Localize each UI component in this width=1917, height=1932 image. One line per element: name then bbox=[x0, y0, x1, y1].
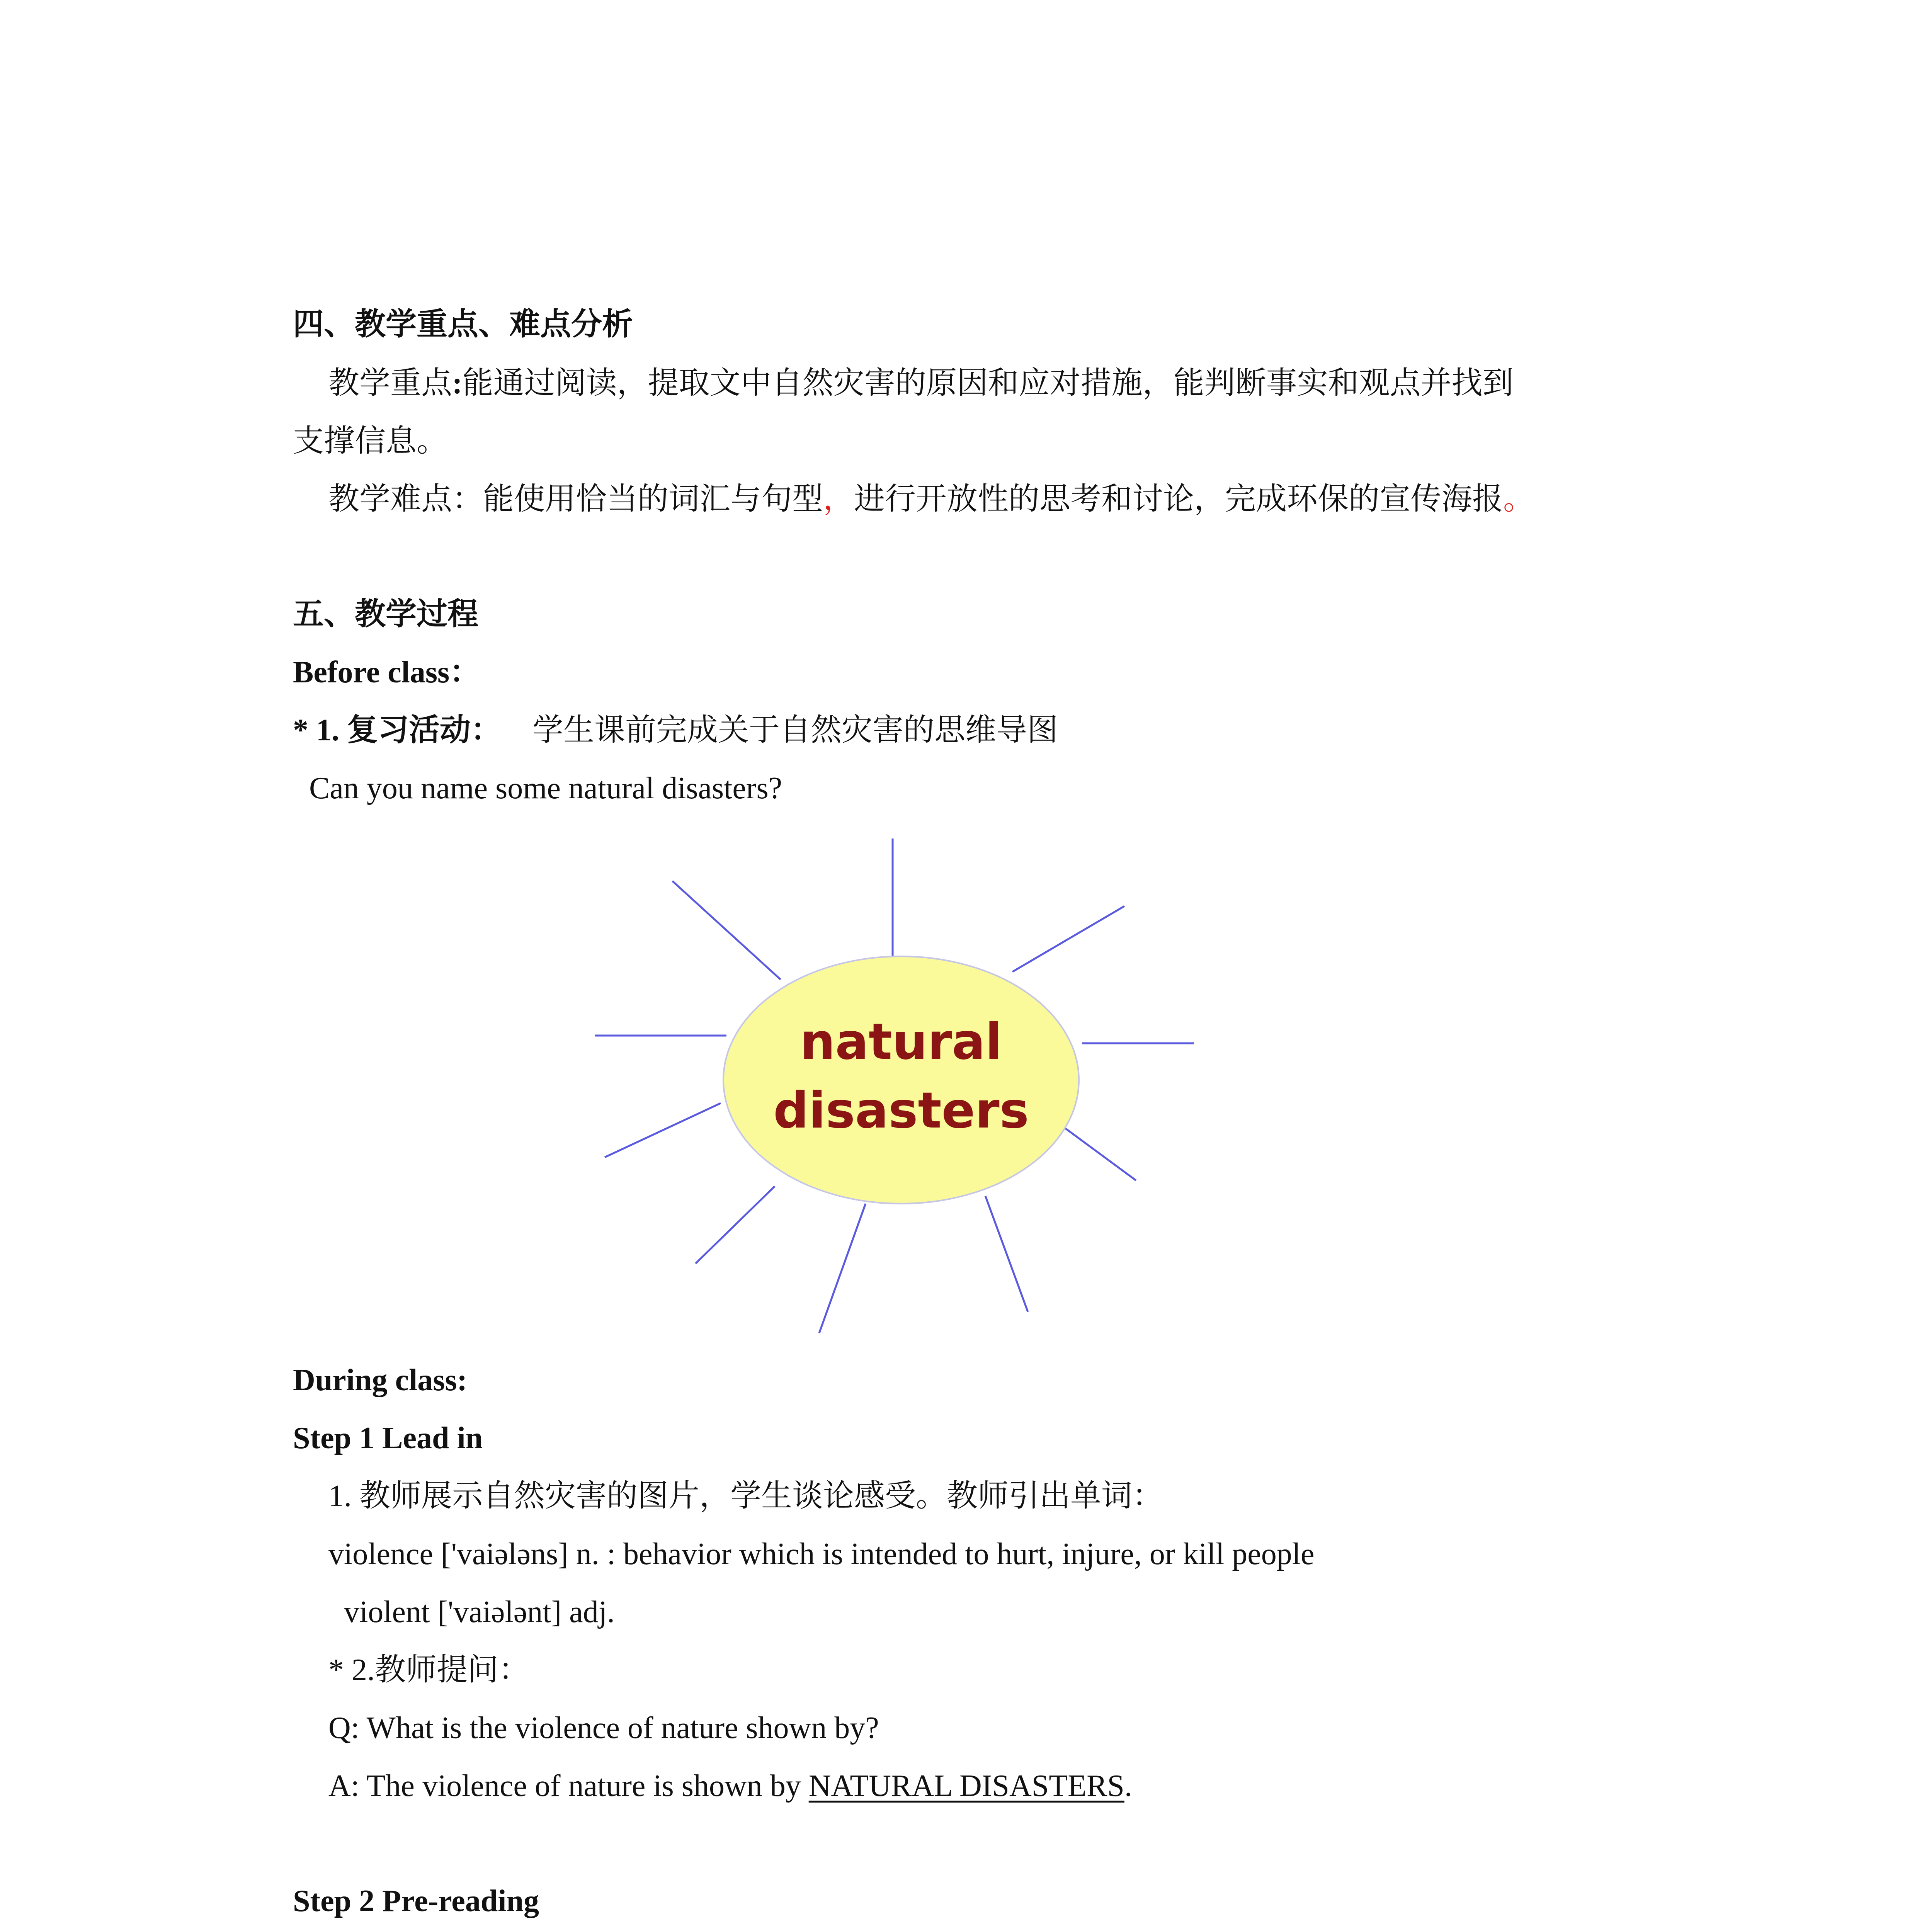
key-points-text: 能通过阅读，提取文中自然灾害的原因和应对措施，能判断事实和观点并找到 bbox=[462, 366, 1514, 400]
key-points-label: 教学重点 bbox=[328, 366, 452, 400]
answer-suffix: . bbox=[1124, 1769, 1132, 1803]
difficult-end: 。 bbox=[1503, 482, 1534, 516]
answer-underlined: NATURAL DISASTERS bbox=[808, 1769, 1124, 1803]
review-star: * 1. bbox=[293, 713, 347, 747]
key-points-colon: : bbox=[452, 366, 463, 400]
ray-bottom bbox=[819, 1204, 866, 1333]
ray-top-left bbox=[672, 881, 781, 980]
difficult-text-a: 教学难点：能使用恰当的词汇与句型 bbox=[328, 482, 823, 516]
section5-heading: 五、教学过程 bbox=[293, 597, 478, 631]
mind-map bbox=[572, 831, 1229, 1345]
during-class-heading: During class: bbox=[293, 1363, 468, 1397]
key-points-line1 bbox=[328, 362, 1514, 405]
ray-bottom-right bbox=[985, 1196, 1028, 1312]
answer bbox=[328, 1765, 1132, 1807]
answer-prefix: A: The violence of nature is shown by bbox=[328, 1769, 809, 1803]
key-points-line2: 支撑信息。 bbox=[293, 424, 447, 458]
word-violence: violence ['vaiələns] n. : behavior which is intended to hurt, injure, or kill people bbox=[328, 1537, 1315, 1571]
review-question: Can you name some natural disasters? bbox=[309, 771, 782, 805]
ray-lower-left bbox=[605, 1103, 721, 1157]
difficult-comma: ， bbox=[823, 482, 854, 516]
mind-map-center bbox=[723, 956, 1079, 1204]
difficult-points bbox=[328, 478, 1534, 520]
step2-heading: Step 2 Pre-reading bbox=[293, 1884, 539, 1918]
word-violent: violent ['vaiələnt] adj. bbox=[344, 1595, 615, 1629]
ray-top-right bbox=[1012, 906, 1124, 972]
difficult-text-b: 进行开放性的思考和讨论，完成环保的宣传海报 bbox=[854, 482, 1503, 516]
mind-map-text-line2: disasters bbox=[773, 1082, 1029, 1139]
before-class-heading: Before class： bbox=[293, 655, 481, 689]
section4-heading: 四、教学重点、难点分析 bbox=[293, 308, 633, 342]
review-text: 学生课前完成关于自然灾害的思维导图 bbox=[532, 713, 1058, 747]
question: Q: What is the violence of nature shown by? bbox=[328, 1711, 879, 1745]
ray-lower-right bbox=[1063, 1126, 1136, 1180]
step1-item1: 1. 教师展示自然灾害的图片，学生谈论感受。教师引出单词： bbox=[328, 1479, 1163, 1513]
step1-heading: Step 1 Lead in bbox=[293, 1421, 483, 1455]
ray-bottom-left bbox=[696, 1186, 775, 1264]
review-activity bbox=[293, 709, 1058, 752]
mind-map-text-line1: natural bbox=[800, 1013, 1002, 1071]
review-label: 复习活动： bbox=[347, 713, 502, 747]
step1-item2: * 2.教师提问： bbox=[328, 1653, 529, 1687]
